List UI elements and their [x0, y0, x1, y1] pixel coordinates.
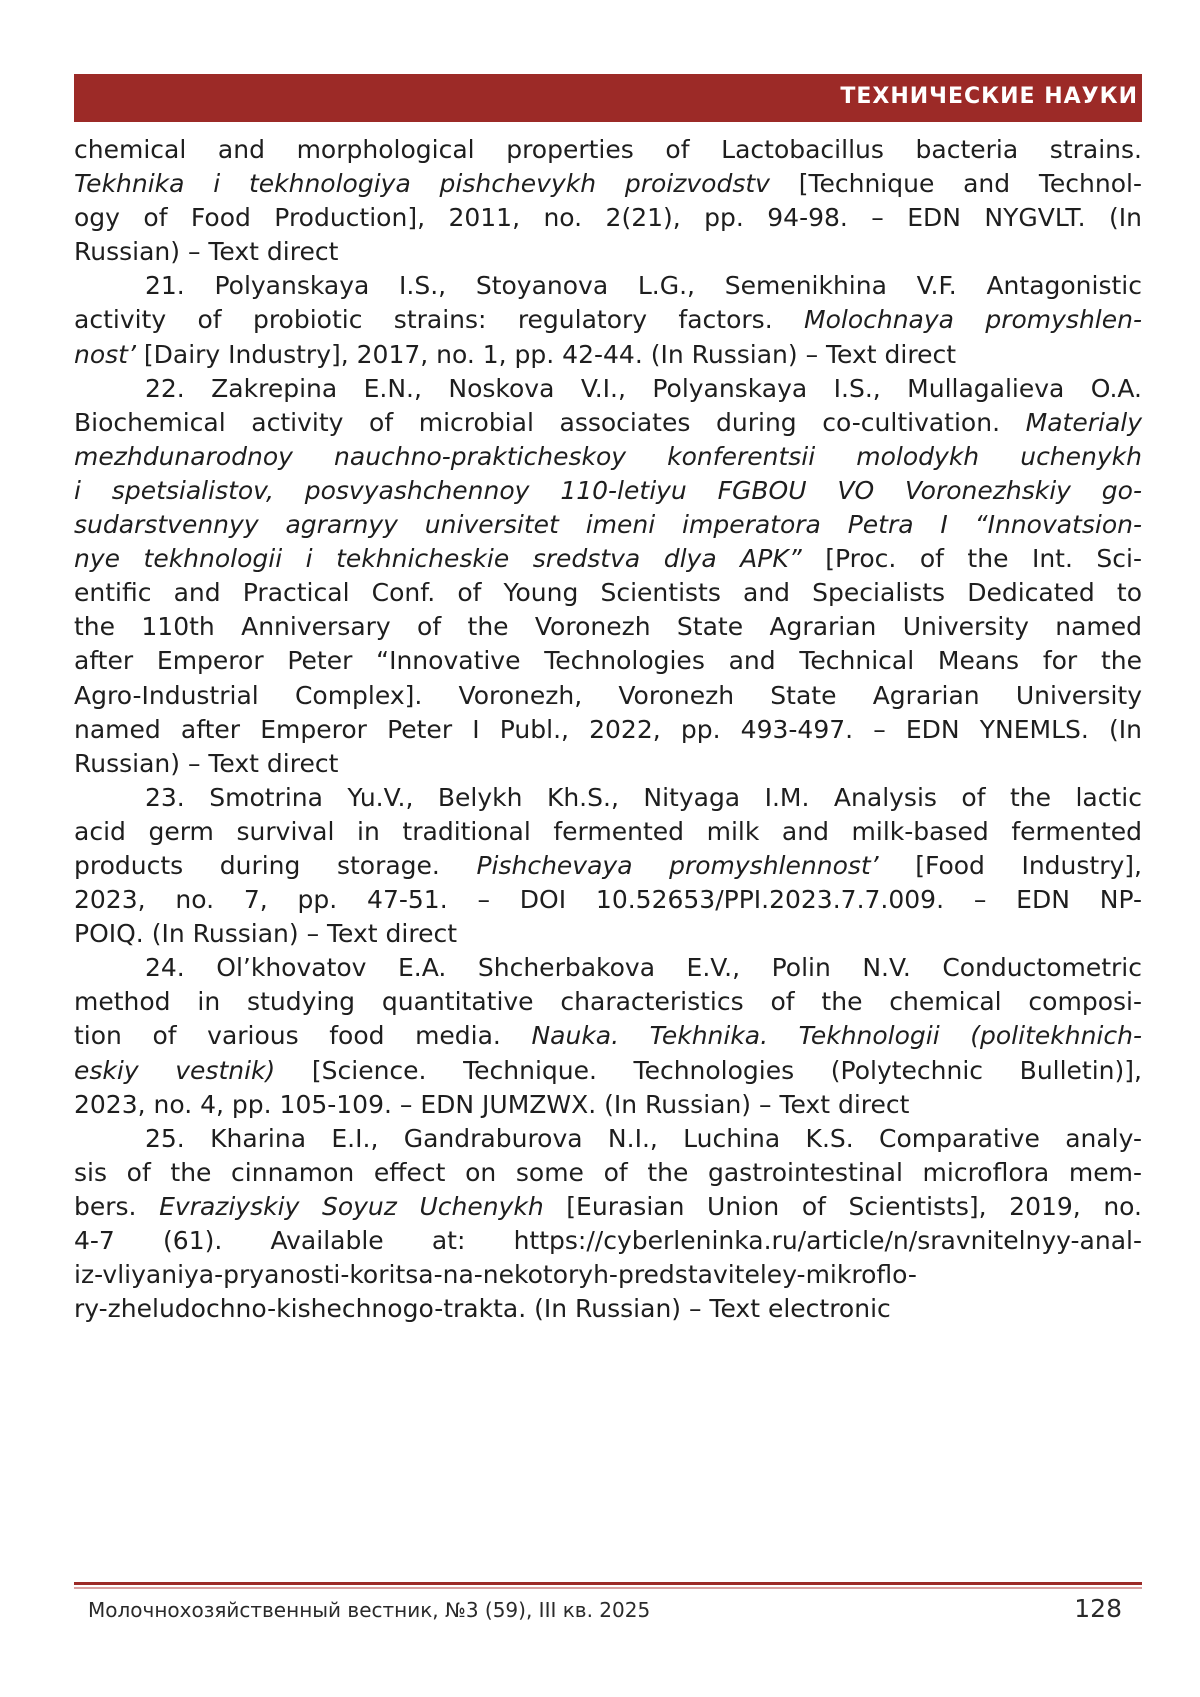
italic-title-segment: eskiy vestnik): [74, 1056, 275, 1085]
italic-title-segment: nye tekhnologii i tekhnicheskie sredstva dlya APK”: [74, 544, 802, 573]
text-line: [74, 644, 1142, 678]
text-segment: tion of various food media.: [74, 1021, 531, 1050]
text-line: [74, 269, 1142, 303]
text-segment: [Eurasian Union of Scientists], 2019, no.: [544, 1192, 1142, 1221]
italic-title-segment: Evraziyskiy Soyuz Uchenykh: [159, 1192, 544, 1221]
reference-entry: [74, 269, 1142, 371]
footer-divider-thin: [74, 1587, 1142, 1589]
text-line: [74, 338, 1142, 372]
text-segment: sis of the cinnamon effect on some of the gastrointestinal microflora mem-: [74, 1158, 1142, 1187]
text-segment: [Science. Technique. Technologies (Polytechnic Bulletin)],: [275, 1056, 1142, 1085]
italic-title-segment: Nauka. Tekhnika. Tekhnologii (politekhnich-: [531, 1021, 1142, 1050]
text-line: [74, 1019, 1142, 1053]
text-segment: named after Emperor Peter I Publ., 2022, pp. 493-497. – EDN YNEMLS. (In: [74, 715, 1142, 744]
text-line: [74, 1156, 1142, 1190]
text-line: [74, 474, 1142, 508]
text-segment: acid germ survival in traditional fermented milk and milk-based fermented: [74, 817, 1142, 846]
page-number: 128: [1074, 1594, 1122, 1623]
section-title: ТЕХНИЧЕСКИЕ НАУКИ: [840, 84, 1138, 109]
text-line: [74, 781, 1142, 815]
italic-title-segment: Molochnaya promyshlen-: [804, 305, 1142, 334]
text-segment: 25. Kharina E.I., Gandraburova N.I., Luchina K.S. Comparative analy-: [145, 1124, 1142, 1153]
text-segment: Russian) – Text direct: [74, 237, 338, 266]
text-line: [74, 201, 1142, 235]
text-segment: 4-7 (61). Available at: https://cyberleninka.ru/article/n/sravnitelnyy-anal-: [74, 1226, 1142, 1255]
italic-title-segment: sudarstvennyy agrarnyy universitet imeni imperatora Petra I “Innovatsion-: [74, 510, 1142, 539]
text-segment: after Emperor Peter “Innovative Technologies and Technical Means for the: [74, 646, 1142, 675]
text-segment: 24. Ol’khovatov E.A. Shcherbakova E.V., Polin N.V. Conductometric: [145, 953, 1142, 982]
text-line: [74, 406, 1142, 440]
text-segment: method in studying quantitative characteristics of the chemical composi-: [74, 987, 1142, 1016]
text-line: [74, 1054, 1142, 1088]
text-segment: 2023, no. 4, pp. 105-109. – EDN JUMZWX. (In Russian) – Text direct: [74, 1090, 909, 1119]
text-line: [74, 679, 1142, 713]
journal-footer: Молочнохозяйственный вестник, №3 (59), III кв. 2025: [88, 1598, 650, 1622]
text-line: [74, 167, 1142, 201]
text-line: [74, 849, 1142, 883]
text-line: [74, 1122, 1142, 1156]
text-segment: Agro-Industrial Complex]. Voronezh, Voronezh State Agrarian University: [74, 681, 1142, 710]
text-line: [74, 1190, 1142, 1224]
text-line: [74, 1292, 1142, 1326]
text-line: [74, 303, 1142, 337]
text-line: [74, 610, 1142, 644]
text-segment: entific and Practical Conf. of Young Scientists and Specialists Dedicated to: [74, 578, 1142, 607]
italic-title-segment: i spetsialistov, posvyashchennoy 110-letiyu FGBOU VO Voronezhskiy go-: [74, 476, 1142, 505]
reference-entry: [74, 372, 1142, 781]
text-line: [74, 372, 1142, 406]
text-line: [74, 1224, 1142, 1258]
text-line: [74, 440, 1142, 474]
text-segment: [Proc. of the Int. Sci-: [802, 544, 1142, 573]
text-line: [74, 576, 1142, 610]
text-segment: ogy of Food Production], 2011, no. 2(21), pp. 94-98. – EDN NYGVLT. (In: [74, 203, 1142, 232]
text-segment: [Technique and Technol-: [770, 169, 1142, 198]
reference-entry: [74, 781, 1142, 951]
text-segment: [Dairy Industry], 2017, no. 1, pp. 42-44. (In Russian) – Text direct: [136, 340, 956, 369]
text-segment: 22. Zakrepina E.N., Noskova V.I., Polyanskaya I.S., Mullagalieva O.A.: [145, 374, 1142, 403]
text-line: [74, 1258, 1142, 1292]
text-line: [74, 917, 1142, 951]
text-segment: 2023, no. 7, pp. 47-51. – DOI 10.52653/PPI.2023.7.7.009. – EDN NP-: [74, 885, 1142, 914]
text-segment: chemical and morphological properties of Lactobacillus bacteria strains.: [74, 135, 1142, 164]
italic-title-segment: Pishchevaya promyshlennost’: [476, 851, 878, 880]
text-line: [74, 508, 1142, 542]
italic-title-segment: Tekhnika i tekhnologiya pishchevykh proizvodstv: [74, 169, 770, 198]
text-segment: ry-zheludochno-kishechnogo-trakta. (In Russian) – Text electronic: [74, 1294, 891, 1323]
text-line: [74, 1088, 1142, 1122]
text-segment: bers.: [74, 1192, 159, 1221]
italic-title-segment: Materialy: [1026, 408, 1142, 437]
references-list: [74, 133, 1142, 1326]
text-line: [74, 235, 1142, 269]
section-header-band: [74, 74, 1142, 122]
italic-title-segment: mezhdunarodnoy nauchno-prakticheskoy konferentsii molodykh uchenykh: [74, 442, 1142, 471]
text-segment: activity of probiotic strains: regulatory factors.: [74, 305, 804, 334]
text-segment: iz-vliyaniya-pryanosti-koritsa-na-nekotoryh-predstaviteley-mikroflo-: [74, 1260, 917, 1289]
text-segment: the 110th Anniversary of the Voronezh State Agrarian University named: [74, 612, 1142, 641]
reference-entry: [74, 951, 1142, 1121]
text-segment: Russian) – Text direct: [74, 749, 338, 778]
italic-title-segment: nost’: [74, 340, 136, 369]
text-line: [74, 985, 1142, 1019]
text-segment: 21. Polyanskaya I.S., Stoyanova L.G., Semenikhina V.F. Antagonistic: [145, 271, 1142, 300]
text-segment: [Food Industry],: [879, 851, 1142, 880]
text-line: [74, 542, 1142, 576]
reference-entry: [74, 1122, 1142, 1327]
text-segment: POIQ. (In Russian) – Text direct: [74, 919, 457, 948]
text-line: [74, 747, 1142, 781]
text-line: [74, 713, 1142, 747]
text-line: [74, 883, 1142, 917]
text-line: [74, 133, 1142, 167]
reference-entry: [74, 133, 1142, 269]
text-segment: Biochemical activity of microbial associates during co-cultivation.: [74, 408, 1026, 437]
footer-divider: [74, 1582, 1142, 1585]
text-line: [74, 815, 1142, 849]
text-segment: 23. Smotrina Yu.V., Belykh Kh.S., Nityaga I.M. Analysis of the lactic: [145, 783, 1142, 812]
text-line: [74, 951, 1142, 985]
text-segment: products during storage.: [74, 851, 476, 880]
